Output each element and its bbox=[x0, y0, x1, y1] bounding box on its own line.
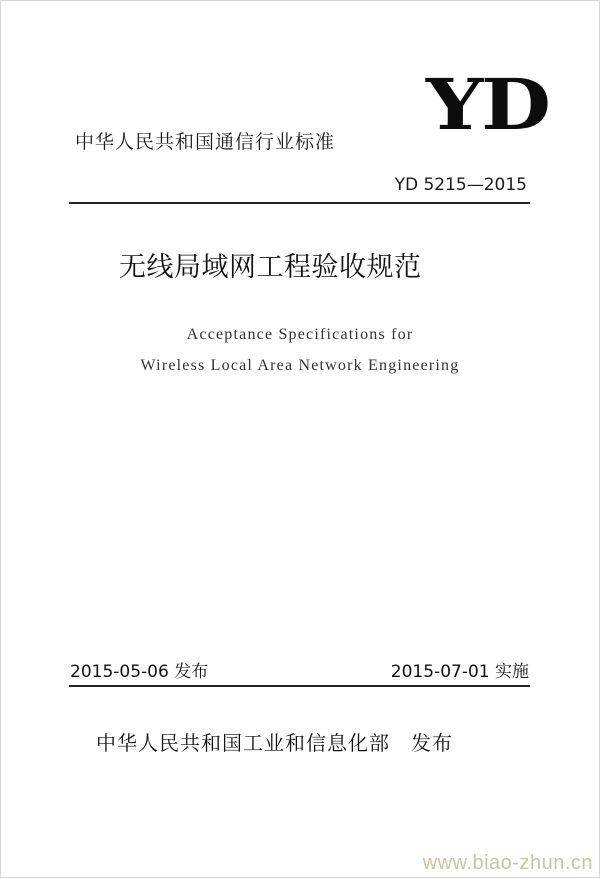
title-english-line1: Acceptance Specifications for bbox=[186, 326, 414, 343]
implementation-date: 2015-07-01 实施 bbox=[390, 662, 529, 682]
issue-date: 2015-05-06 发布 bbox=[70, 662, 209, 682]
title-chinese: 无线局域网工程验收规范 bbox=[119, 252, 422, 283]
top-divider bbox=[69, 202, 530, 204]
standard-category: 中华人民共和国通信行业标准 bbox=[75, 131, 336, 153]
issuing-authority: 中华人民共和国工业和信息化部 发布 bbox=[96, 731, 453, 755]
yd-logo: YD bbox=[426, 63, 549, 146]
watermark: www.biao-zhun.cn bbox=[422, 852, 593, 874]
bottom-divider bbox=[69, 685, 530, 687]
title-english-line2: Wireless Local Area Network Engineering bbox=[140, 357, 460, 374]
standard-number: YD 5215—2015 bbox=[394, 175, 527, 195]
